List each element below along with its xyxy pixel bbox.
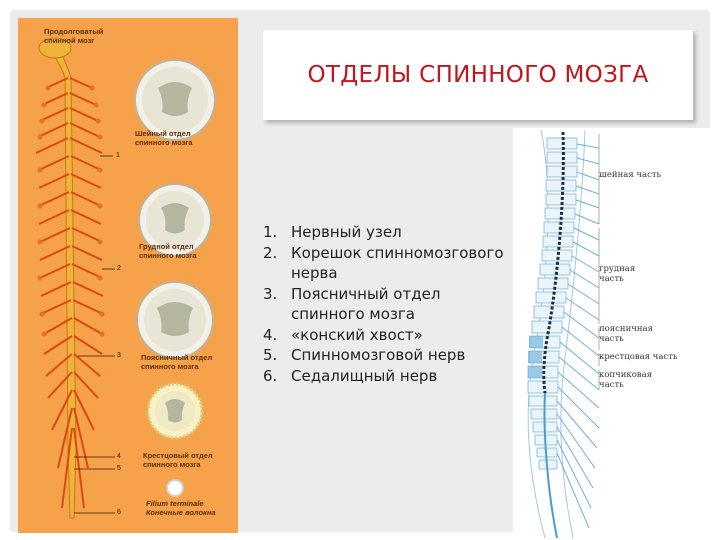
medulla-label-line1: Продолговатый (44, 27, 104, 36)
lumbar-part-label (599, 324, 653, 344)
lumbar-label-line1: Поясничный отдел (141, 353, 213, 362)
cross-section-cervical (135, 60, 215, 140)
callout-5: 5 (117, 465, 121, 472)
callout-2: 2 (117, 265, 121, 272)
filum-label-line2: Конечные волокна (146, 507, 216, 517)
lumbar-section-label (141, 354, 212, 371)
cervical-part-line1: шейная часть (599, 170, 662, 180)
callout-lines (74, 156, 115, 513)
list-item-number: 6. (263, 366, 278, 385)
vertebral-column-illustration (513, 128, 710, 540)
list-item-text: «конский хвост» (291, 325, 423, 344)
list-item-text: Седалищный нерв (291, 366, 438, 385)
list-item (263, 243, 518, 284)
cross-section-lumbar (137, 282, 213, 358)
thoracic-part-line1: грудная (599, 264, 636, 274)
slide-title: ОТДЕЛЫ СПИННОГО МОЗГА (307, 62, 649, 88)
sacral-part-label (599, 352, 678, 362)
filum-label-line1: Filium terminale (146, 499, 204, 508)
list-item-number: 3. (263, 284, 278, 303)
list-item-text: Корешок спинномозгового нерва (291, 243, 504, 282)
filum-terminale-label (146, 500, 216, 517)
list-item-number: 2. (263, 243, 278, 262)
list-item-text: Нервный узел (291, 223, 402, 241)
list-item-text: Поясничный отдел спинного мозга (291, 284, 441, 323)
thoracic-part-line2: часть (599, 274, 624, 284)
list-item (263, 345, 518, 366)
coccygeal-part-line2: часть (599, 380, 624, 390)
list-item-number: 4. (263, 325, 278, 344)
thoracic-part-label (599, 264, 635, 284)
list-item-text: Спинномозговой нерв (291, 346, 466, 364)
lumbar-label-line2: спинного мозга (141, 361, 199, 371)
medulla-label (44, 28, 103, 45)
list-item (263, 222, 518, 243)
cervical-label-line2: спинного мозга (135, 137, 193, 147)
lumbar-highlight (528, 336, 543, 378)
cervical-section-label (135, 130, 193, 147)
cross-section-sacral (148, 384, 202, 438)
cervical-part-label (599, 170, 661, 180)
coccygeal-part-line1: копчиковая (599, 370, 653, 380)
numbered-list (263, 222, 518, 386)
medulla-label-line2: спинной мозг (44, 35, 95, 45)
thoracic-label-line1: Грудной отдел (139, 242, 194, 251)
list-item (263, 284, 518, 325)
list-item-number: 5. (263, 346, 278, 364)
title-box (263, 30, 693, 120)
filum-terminale-section (167, 480, 183, 496)
list-item-number: 1. (263, 223, 278, 241)
list-item (263, 325, 518, 346)
callout-1: 1 (116, 152, 120, 159)
coccygeal-part-label (599, 370, 652, 390)
list-item (263, 366, 518, 387)
sacral-label-line2: спинного мозга (143, 459, 201, 469)
spinal-cord-illustration (18, 18, 238, 533)
cervical-label-line1: Шейный отдел (135, 129, 191, 138)
thoracic-section-label (139, 243, 197, 260)
callout-4: 4 (117, 453, 121, 460)
thoracic-label-line2: спинного мозга (139, 250, 197, 260)
sacral-part-line1: крестцовая часть (599, 352, 678, 362)
sacral-label-line1: Крестцовый отдел (143, 451, 213, 460)
lumbar-part-line2: часть (599, 334, 624, 344)
lumbar-part-line1: поясничная (599, 324, 653, 334)
callout-3: 3 (117, 352, 121, 359)
callout-6: 6 (117, 509, 121, 516)
sacral-section-label (143, 452, 213, 469)
